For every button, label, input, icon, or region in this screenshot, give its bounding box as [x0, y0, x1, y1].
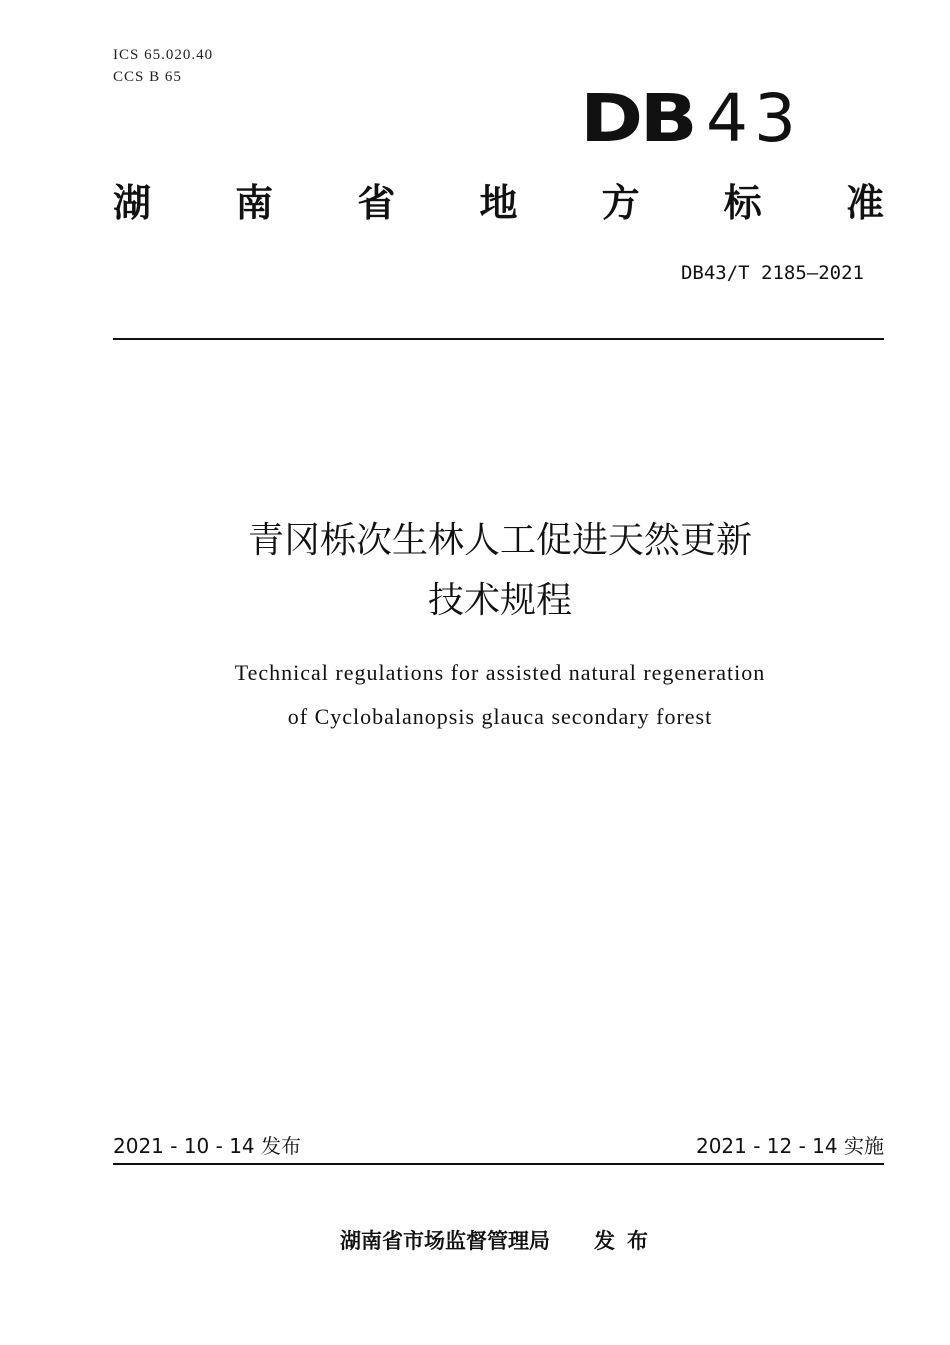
- title-cn-line1: 青冈栎次生林人工促进天然更新: [247, 520, 752, 561]
- title-en-line1: Technical regulations for assisted natural regeneration: [234, 660, 766, 685]
- title-cn-line2: 技术规程: [427, 580, 572, 621]
- issuer-name: 湖南省市场监督管理局: [340, 1229, 550, 1253]
- standard-type-char: 标: [723, 181, 762, 225]
- standard-type-char: 地: [479, 181, 518, 225]
- standard-type-heading: [113, 178, 884, 228]
- classification-codes: [113, 44, 213, 88]
- standard-type-char: 准: [845, 181, 884, 225]
- issuer-line: [0, 1226, 950, 1256]
- standard-type-char: 方: [601, 181, 640, 225]
- standard-type-char: 南: [235, 181, 274, 225]
- ics-code: ICS 65.020.40: [113, 47, 214, 63]
- top-divider: [113, 338, 884, 340]
- standard-type-char: 湖: [113, 181, 152, 225]
- standard-type-char: 省: [357, 181, 396, 225]
- ccs-code: CCS B 65: [113, 69, 182, 85]
- issuer-action: 发布: [594, 1229, 660, 1253]
- db-mark: DB: [580, 80, 695, 157]
- standard-number: DB43/T 2185—2021: [680, 262, 864, 284]
- publish-date: 2021 - 10 - 14 发布: [113, 1134, 302, 1158]
- db-province-number: 43: [706, 80, 802, 157]
- title-en-line2: of Cyclobalanopsis glauca secondary forest: [287, 704, 713, 729]
- db-logo: [580, 80, 802, 157]
- bottom-divider: [113, 1163, 884, 1165]
- implement-date: 2021 - 12 - 14 实施: [695, 1134, 884, 1158]
